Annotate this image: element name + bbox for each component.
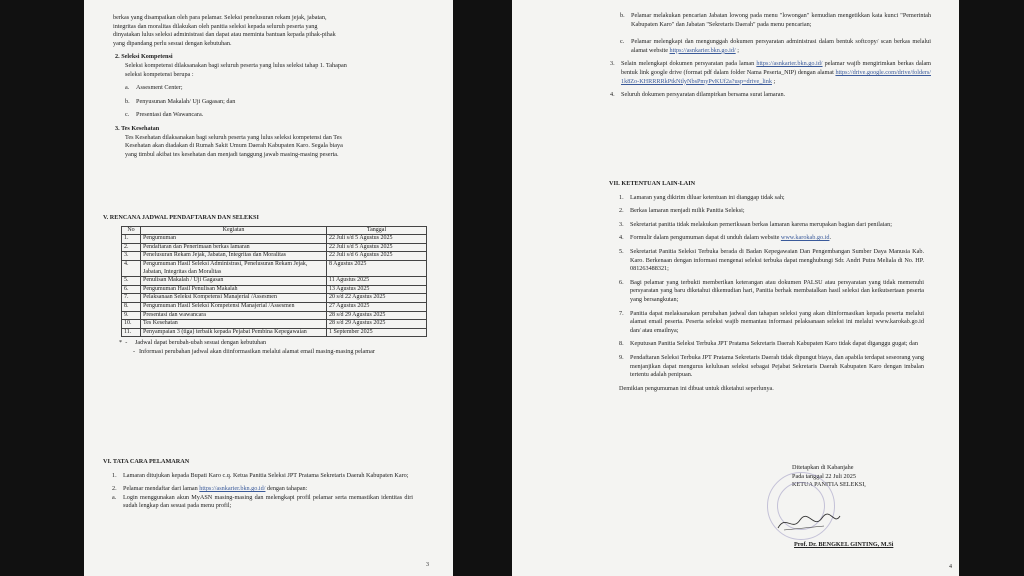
list-item: b. Pelamar melakukan pencarian Jabatan lowong pada menu "lowongan" kemudian mengetikkan kata kunci "Pemerintah Kabupaten Karo" dan Jabatan "Sekretaris Daerah" pada menu pencarian; (620, 12, 931, 28)
document-page-4 (512, 0, 959, 576)
cell-tanggal: 20 s/d 22 Agustus 2025 (327, 294, 427, 303)
table-row (122, 294, 427, 303)
cell-no: 3. (122, 252, 141, 261)
list-item: 9. Pendaftaran Seleksi Terbuka JPT Pratama Sekretaris Daerah tidak dipungut biaya, dan apabila terdapat seseorang yang menjanjikan dapat mengurus kelulusan seleksi sebagai Pejabat Sekretaris Daerah Kabupaten Karo dengan imbalan tertentu adalah penipuan. (619, 353, 925, 379)
table-row (122, 302, 427, 311)
note-item: * - Jadwal dapat berubah-ubah sesuai dengan kebutuhan (119, 339, 267, 347)
column-header-tanggal: Tanggal (327, 226, 427, 235)
cell-no: 10. (122, 320, 141, 329)
closing-statement: Demikian pengumuman ini dibuat untuk diketahui seperlunya. (619, 384, 774, 392)
list-item: c. Presentasi dan Wawancara. (125, 111, 204, 119)
asnkarier-link[interactable]: https://asnkarier.bkn.go.id/ (199, 485, 266, 493)
cell-no: 4. (122, 260, 141, 276)
section-heading-ketentuan: VII. KETENTUAN LAIN-LAIN (609, 180, 696, 187)
cell-no: 11. (122, 328, 141, 337)
table-row (122, 260, 427, 276)
asnkarier-link[interactable]: https://asnkarier.bkn.go.id/ (669, 46, 736, 54)
column-header-no: No (122, 226, 141, 235)
table-row (122, 320, 427, 329)
cell-kegiatan: Penelusuran Rekam Jejak, Jabatan, Integritas dan Moralitas (141, 252, 327, 261)
text-line: Seleksi kompetensi dilaksanakan bagi seluruh peserta yang lulus seleksi tahap 1. Tahapan (125, 61, 347, 69)
text-line: yang dipandang perlu sesuai dengan kebutuhan. (113, 39, 232, 47)
list-item: 3. Selain melengkapi dokumen persyaratan pada laman https://asnkarier.bkn.go.id/ pelamar wajib mengirimkan berkas dalam bentuk link google drive (format pdf dalam folder Nama Peserta_NIP) dengan alamat https://drive.google.com/drive/folders/1k8Zo-KHRRRRkPtkNtlyNbsPmyPvKUf2a?usp=drive_link ; (610, 60, 932, 85)
table-row (122, 243, 427, 252)
cell-no: 1. (122, 235, 141, 244)
cell-kegiatan: Pengumuman Hasil Penulisan Makalah (141, 285, 327, 294)
page-number: 4 (949, 564, 952, 570)
cell-kegiatan: Presentasi dan wawancara (141, 311, 327, 320)
document-page-3 (84, 0, 453, 576)
text-line: berkas yang disampaikan oleh para pelamar. Seleksi penelusuran rekam jejak, jabatan, (113, 14, 327, 21)
cell-kegiatan: Penulisan Makalah / Uji Gagasan (141, 277, 327, 286)
table-row (122, 277, 427, 286)
table-header-row (122, 226, 427, 235)
cell-tanggal: 8 Agustus 2025 (327, 260, 427, 276)
signatory-name: Prof. Dr. BENGKEL GINTING, M.Si (794, 541, 894, 548)
table-row (122, 252, 427, 261)
cell-no: 5. (122, 277, 141, 286)
schedule-table (121, 226, 427, 338)
karokab-link[interactable]: www.karokab.go.id (780, 234, 830, 242)
sign-date: Pada tanggal 22 Juli 2025 (792, 472, 856, 480)
list-item: 4. Seluruh dokumen persyaratan dilampirkan bersama surat lamaran. (610, 91, 786, 99)
list-item: b. Penyusunan Makalah/ Uji Gagasan; dan (125, 97, 236, 105)
sign-place: Ditetapkan di Kabanjahe (792, 464, 854, 471)
section-heading-tes-kesehatan: 3. Tes Kesehatan (115, 124, 160, 132)
cell-tanggal: 22 Juli s/d 5 Agustus 2025 (327, 243, 427, 252)
cell-tanggal: 1 September 2025 (327, 328, 427, 337)
cell-tanggal: 22 Juli s/d 6 Agustus 2025 (327, 252, 427, 261)
signature (774, 512, 844, 534)
list-item: 1. Lamaran yang dikirim diluar ketentuan ini dianggap tidak sah; (619, 193, 785, 201)
page-number: 3 (426, 562, 429, 568)
cell-kegiatan: Pengumuman Hasil Seleksi Kompetensi Manajerial /Assesmen (141, 302, 327, 311)
cell-tanggal: 13 Agustus 2025 (327, 285, 427, 294)
cell-no: 9. (122, 311, 141, 320)
list-item: 4. Formulir dalam pengumuman dapat di unduh dalam website www.karokab.go.id. (619, 234, 831, 242)
section-heading-tata-cara: VI. TATA CARA PELAMARAN (103, 458, 190, 465)
cell-kegiatan: Pengumuman Hasil Seleksi Administrasi, Penelusuran Rekam Jejak, Jabatan, Integritas dan Moralitas (141, 260, 327, 276)
section-heading-jadwal: V. RENCANA JADWAL PENDAFTARAN DAN SELEKSI (103, 214, 259, 221)
cell-kegiatan: Pengumuman (141, 235, 327, 244)
cell-kegiatan: Pelaksanaan Seleksi Kompetensi Manajerial /Assesmen (141, 294, 327, 303)
column-header-kegiatan: Kegiatan (141, 226, 327, 235)
text-line: Tes Kesehatan dilaksanakan bagi seluruh peserta yang lulus seleksi kompetensi dan Tes (125, 133, 342, 141)
text-line: yang timbul akibat tes kesehatan dan menjadi tanggung jawab masing-masing peserta. (125, 150, 339, 158)
text-line: dinyatakan lulus seleksi administrasi dan dapat atau meminta bantuan kepada pihak-pihak (113, 31, 336, 39)
table-row (122, 235, 427, 244)
list-item: c. Pelamar melengkapi dan mengunggah dokumen persyaratan administrasi dalam bentuk softcopy/ scan berkas melalui alamat website https://asnkarier.bkn.go.id/ ; (620, 38, 931, 54)
cell-tanggal: 22 Juli s/d 5 Agustus 2025 (327, 235, 427, 244)
list-item: 6. Bagi pelamar yang terbukti memberikan keterangan atau dokumen PALSU atau persyaratan yang tidak memenuhi persyaratan yang baru diketahui dikemudian hari, Panitia berhak membatalkan hasil seleksi dan keikutsertaan peserta yang bersangkutan; (619, 278, 924, 303)
table-row (122, 285, 427, 294)
list-item: a. Login menggunakan akun MyASN masing-masing dan melengkapi profil pelamar serta memastikan identitas diri sudah lengkap dan sesuai pada menu profil; (112, 493, 413, 510)
asnkarier-link[interactable]: https://asnkarier.bkn.go.id/ (756, 60, 823, 68)
cell-tanggal: 27 Agustus 2025 (327, 302, 427, 311)
text-line: integritas dan moralitas dilakukan oleh panitia seleksi kepada seluruh peserta yang (113, 22, 318, 30)
cell-tanggal: 28 s/d 29 Agustus 2025 (327, 311, 427, 320)
cell-tanggal: 28 s/d 29 Agustus 2025 (327, 320, 427, 329)
cell-kegiatan: Penyampaian 3 (tiga) terbaik kepada Pejabat Pembina Kepegawaian (141, 328, 327, 337)
cell-kegiatan: Tes Kesehatan (141, 320, 327, 329)
list-item: 5. Sekretariat Panitia Seleksi Terbuka berada di Badan Kepegawaian Dan Pengembangan Sumber Daya Manusia Kab. Karo. Berkenaan dengan informasi mengenai seleksi terbuka dapat menghubungi Sdr. Andri Putra Meliala di No. HP. 081263488321; (619, 247, 924, 273)
cell-no: 7. (122, 294, 141, 303)
ketentuan-list (619, 194, 924, 380)
list-item: 2. Pelamar mendaftar dari laman https://asnkarier.bkn.go.id/ dengan tahapan: (112, 485, 308, 493)
google-drive-link[interactable]: https://drive.google.com/drive/folders/1k8Zo-KHRRRRkPtkNtlyNbsPmyPvKUf2a?usp=drive_link (621, 68, 931, 85)
list-item: 3. Sekretariat panitia tidak melakukan pemeriksaan berkas lamaran karena merupakan bagian dari penilaian; (619, 220, 892, 228)
table-row (122, 311, 427, 320)
text-line: seleksi kompetensi berupa : (125, 70, 194, 78)
schedule-table-body (122, 235, 427, 337)
list-item: a. Assesment Center; (125, 84, 183, 92)
list-item: 7. Panitia dapat melaksanakan perubahan jadwal dan tahapan seleksi yang akan diinformasikan kepada peserta melalui alamat email peserta. Peserta seleksi wajib memantau informasi pelaksanaan seleksi ini melalui www.karokab.go.id dan/ atau emailnya; (619, 309, 924, 334)
cell-kegiatan: Pendaftaran dan Penerimaan berkas lamaran (141, 243, 327, 252)
cell-no: 6. (122, 285, 141, 294)
text-line: Kesehatan akan diadakan di Rumah Sakit Umum Daerah Kabupaten Karo. Segala biaya (125, 142, 343, 150)
list-item: 1. Lamaran ditujukan kepada Bupati Karo c.q. Ketua Panitia Seleksi JPT Pratama Sekretaris Daerah Kabupaten Karo; (112, 471, 409, 479)
section-heading-seleksi-kompetensi: 2. Seleksi Kompetensi (115, 53, 173, 61)
table-row (122, 328, 427, 337)
sign-title: KETUA PANITIA SELEKSI, (792, 481, 866, 489)
list-item: 8. Keputusan Panitia Seleksi Terbuka JPT Pratama Sekretaris Daerah Kabupaten Karo tidak dapat diganggu gugat; dan (619, 340, 919, 348)
cell-tanggal: 11 Agustus 2025 (327, 277, 427, 286)
cell-no: 2. (122, 243, 141, 252)
note-item: - Informasi perubahan jadwal akan diinformasikan melalui alamat email masing-masing pelamar (132, 347, 375, 355)
intro-paragraph (113, 14, 413, 48)
cell-no: 8. (122, 302, 141, 311)
list-item: 2. Berkas lamaran menjadi milik Panitia Seleksi; (619, 207, 745, 215)
